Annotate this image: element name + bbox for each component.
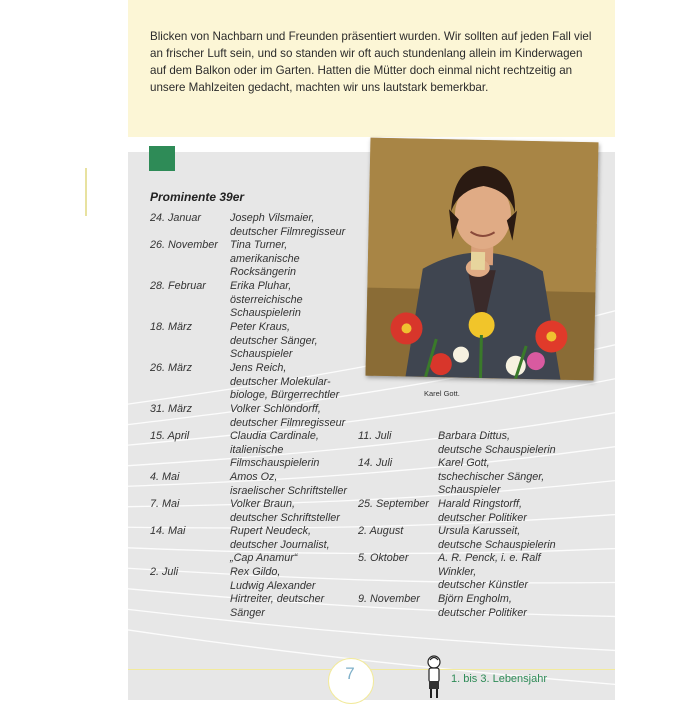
entry-date: 25. September <box>358 498 429 510</box>
entry-date: 5. Oktober <box>358 552 409 564</box>
entry-name: Karel Gott, tschechischer Sänger, Schauspieler <box>438 457 545 496</box>
entry-name: Amos Oz, israelischer Schriftsteller <box>230 471 347 497</box>
intro-paragraph: Blicken von Nachbarn und Freunden präsentiert wurden. Wir sollten auf jeden Fall viel an frischer Luft sein, und so standen wir oft auch stundenlang allein im Kinderwagen auf dem Balkon oder im Garten. Hatten die Mütter doch einmal nicht rechtzeitig an unsere Mahlzeiten gedacht, machten wir uns lautstark bemerkbar. <box>150 30 592 94</box>
entry-name: Barbara Dittus, deutsche Schauspielerin <box>438 430 556 456</box>
photo-caption: Karel Gott. <box>424 389 460 398</box>
portrait-photo <box>366 138 599 381</box>
entry-name: Jens Reich, deutscher Molekular- biologe, Bürgerrechtler <box>230 362 340 401</box>
entry-date: 14. Mai <box>150 525 186 537</box>
entry-name: Rex Gildo, Ludwig Alexander Hirtreiter, deutscher Sänger <box>230 566 325 619</box>
entry-name: Volker Schlöndorff, deutscher Filmregisseur <box>230 403 346 429</box>
entry-date: 26. März <box>150 362 193 374</box>
entry-date: 26. November <box>150 239 218 251</box>
child-figure-icon <box>424 654 444 700</box>
entry-date: 31. März <box>150 403 193 415</box>
entry-date: 24. Januar <box>150 212 202 224</box>
entry-name: Ursula Karusseit, deutsche Schauspielerin <box>438 525 556 551</box>
entry-date: 15. April <box>150 430 190 442</box>
entry-name: Harald Ringstorff, deutscher Politiker <box>438 498 527 524</box>
entry-date: 18. März <box>150 321 193 333</box>
entry-name: Claudia Cardinale, italienische Filmschauspielerin <box>230 430 320 469</box>
entry-date: 9. November <box>358 593 420 605</box>
section-title: Prominente 39er <box>150 190 245 204</box>
entry-date: 28. Februar <box>150 280 206 292</box>
entry-name: Erika Pluhar, österreichische Schauspielerin <box>230 280 303 319</box>
entry-name: A. R. Penck, i. e. Ralf Winkler, deutscher Künstler <box>438 552 541 591</box>
page-number: 7 <box>345 664 355 683</box>
entry-name: Peter Kraus, deutscher Sänger, Schauspieler <box>230 321 318 360</box>
entry-date: 2. Juli <box>150 566 179 578</box>
margin-marker <box>85 168 87 216</box>
entry-date: 14. Juli <box>358 457 393 469</box>
entry-date: 11. Juli <box>358 430 392 442</box>
entry-date: 7. Mai <box>150 498 180 510</box>
entry-name: Björn Engholm, deutscher Politiker <box>438 593 527 619</box>
chapter-label: 1. bis 3. Lebensjahr <box>451 673 548 685</box>
entry-name: Volker Braun, deutscher Schriftsteller <box>230 498 340 524</box>
entry-date: 2. August <box>358 525 404 537</box>
entry-name: Rupert Neudeck, deutscher Journalist, „Cap Anamur“ <box>230 525 330 564</box>
entry-name: Tina Turner, amerikanische Rocksängerin <box>230 239 300 278</box>
section-marker <box>149 146 175 171</box>
entry-name: Joseph Vilsmaier, deutscher Filmregisseur <box>230 212 346 238</box>
entry-date: 4. Mai <box>150 471 180 483</box>
